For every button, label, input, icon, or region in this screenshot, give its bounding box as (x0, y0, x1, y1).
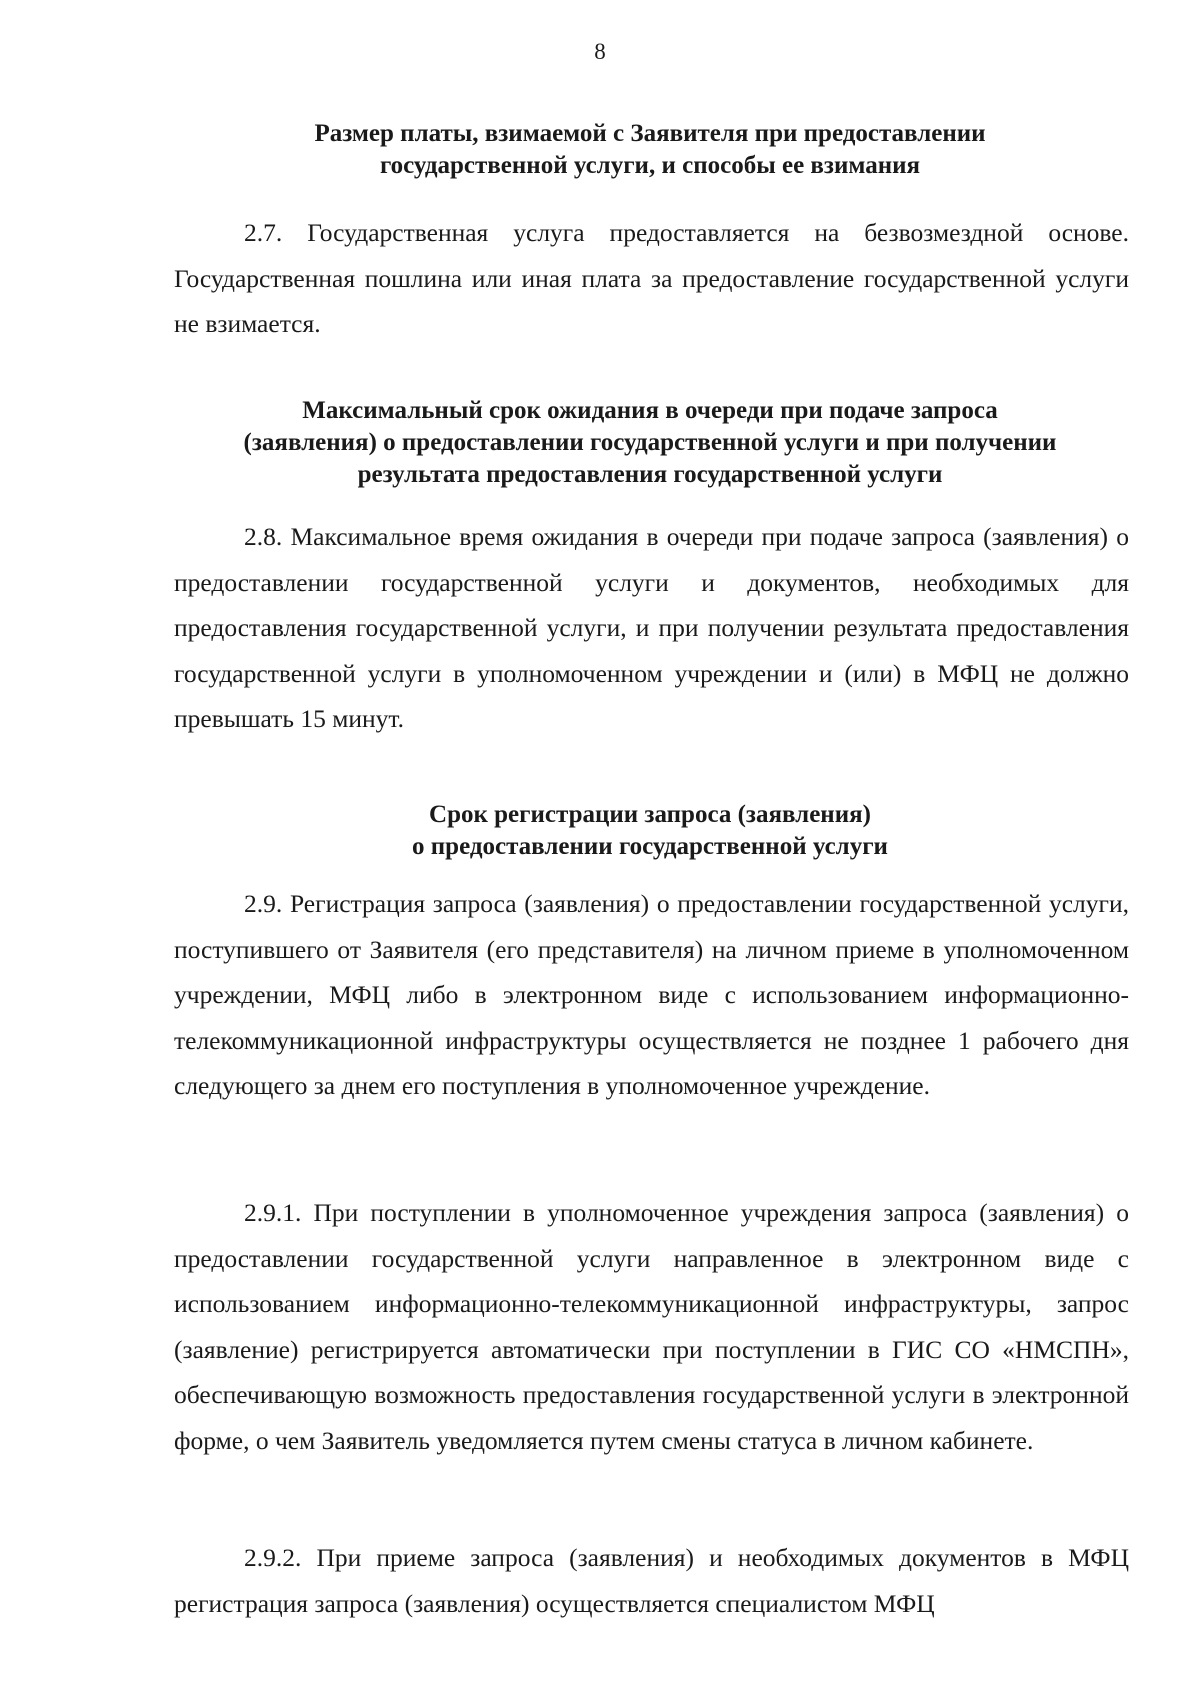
paragraph-2-8: 2.8. Максимальное время ожидания в очереди при подаче запроса (заявления) о предоставлении государственной услуги и документов, необходимых для предоставления государственной услуги, и при получении результата предоставления государственной услуги в уполномоченном учреждении и (или) в МФЦ не должно превышать 15 минут. (174, 522, 1129, 733)
page-number: 8 (594, 39, 606, 64)
paragraph-2-9: 2.9. Регистрация запроса (заявления) о предоставлении государственной услуги, поступившего от Заявителя (его представителя) на личном приеме в уполномоченном учреждении, МФЦ либо в электронном виде с использованием информационно-телекоммуникационной инфраструктуры осуществляется не позднее 1 рабочего дня следующего за днем его поступления в уполномоченное учреждение. (174, 889, 1129, 1100)
section-heading-payment (170, 118, 1130, 182)
paragraph-2-9-1: 2.9.1. При поступлении в уполномоченное учреждения запроса (заявления) о предоставлении государственной услуги направленное в электронном виде с использованием информационно-телекоммуникационной инфраструктуры, запрос (заявление) регистрируется автоматически при поступлении в ГИС СО «НМСПН», обеспечивающую возможность предоставления государственной услуги в электронной форме, о чем Заявитель уведомляется путем смены статуса в личном кабинете. (174, 1198, 1129, 1455)
paragraph-2-7: 2.7. Государственная услуга предоставляется на безвозмездной основе. Государственная пошлина или иная плата за предоставление государственной услуги не взимается. (174, 218, 1129, 338)
heading-line: Срок регистрации запроса (заявления) (429, 801, 871, 828)
section-heading-registration (170, 799, 1130, 863)
heading-line: результата предоставления государственной услуги (357, 461, 943, 488)
heading-line: Максимальный срок ожидания в очереди при подаче запроса (302, 397, 998, 424)
section-heading-queue-time (170, 395, 1130, 491)
heading-line: Размер платы, взимаемой с Заявителя при предоставлении (314, 120, 986, 147)
heading-line: (заявления) о предоставлении государственной услуги и при получении (243, 429, 1057, 456)
heading-line: о предоставлении государственной услуги (412, 833, 888, 860)
paragraph-2-9-2: 2.9.2. При приеме запроса (заявления) и необходимых документов в МФЦ регистрация запроса (заявления) осуществляется специалистом МФЦ (174, 1543, 1129, 1618)
heading-line: государственной услуги, и способы ее взимания (379, 152, 921, 179)
